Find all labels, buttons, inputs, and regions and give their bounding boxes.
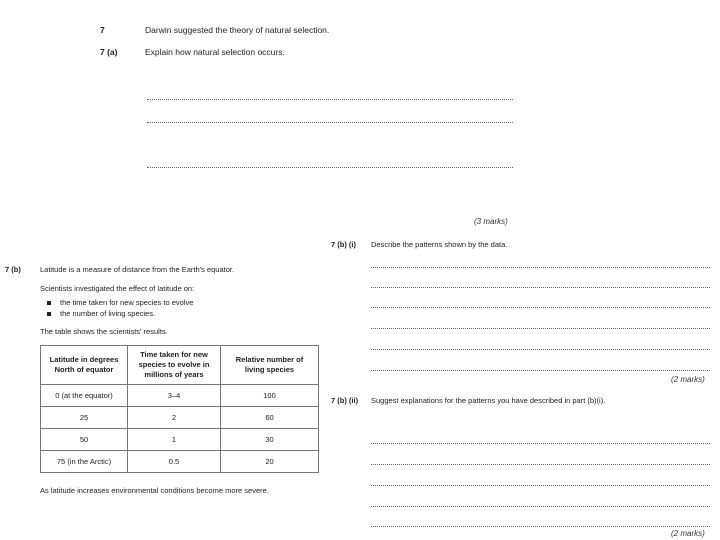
conditions-statement: As latitude increases environmental conditions become more severe.	[40, 486, 269, 495]
list-item: the number of living species.	[46, 308, 193, 319]
table-row	[41, 407, 319, 429]
answer-line[interactable]	[371, 328, 710, 329]
answer-line[interactable]	[147, 167, 513, 168]
cell-latitude: 0 (at the equator)	[41, 385, 128, 407]
answer-line[interactable]	[371, 443, 710, 444]
list-item: the time taken for new species to evolve	[46, 297, 193, 308]
cell-latitude: 25	[41, 407, 128, 429]
cell-latitude: 75 (in the Arctic)	[41, 451, 128, 473]
part-b-i-question: Describe the patterns shown by the data.	[371, 240, 508, 249]
answer-line[interactable]	[147, 122, 513, 123]
part-a-label: 7 (a)	[100, 47, 118, 57]
part-b-ii-label: 7 (b) (ii)	[331, 396, 359, 405]
part-b-i-marks: (2 marks)	[671, 375, 705, 384]
question-number: 7	[100, 25, 105, 35]
answer-line[interactable]	[371, 349, 710, 350]
cell-time: 2	[128, 407, 221, 429]
header-latitude: Latitude in degrees North of equator	[41, 346, 128, 385]
cell-species: 60	[221, 407, 319, 429]
cell-species: 30	[221, 429, 319, 451]
answer-line[interactable]	[371, 370, 710, 371]
header-time-taken: Time taken for new species to evolve in millions of years	[128, 346, 221, 385]
answer-line[interactable]	[371, 287, 710, 288]
part-a-question: Explain how natural selection occurs.	[145, 47, 285, 57]
cell-time: 0.5	[128, 451, 221, 473]
table-row	[41, 451, 319, 473]
answer-line[interactable]	[371, 267, 710, 268]
cell-species: 100	[221, 385, 319, 407]
cell-latitude: 50	[41, 429, 128, 451]
answer-line[interactable]	[371, 307, 710, 308]
part-b-label: 7 (b)	[5, 265, 21, 274]
latitude-definition: Latitude is a measure of distance from the Earth's equator.	[40, 265, 235, 274]
part-b-ii-marks: (2 marks)	[671, 529, 705, 538]
results-table	[40, 345, 319, 473]
part-b-i-label: 7 (b) (i)	[331, 240, 356, 249]
table-intro: The table shows the scientists' results.	[40, 327, 168, 336]
answer-line[interactable]	[371, 506, 710, 507]
question-intro: Darwin suggested the theory of natural selection.	[145, 25, 330, 35]
answer-line[interactable]	[371, 526, 710, 527]
part-a-marks: (3 marks)	[474, 217, 508, 226]
investigation-list	[46, 297, 193, 319]
cell-species: 20	[221, 451, 319, 473]
part-b-ii-question: Suggest explanations for the patterns you have described in part (b)(i).	[371, 396, 606, 405]
answer-line[interactable]	[371, 485, 710, 486]
answer-line[interactable]	[371, 464, 710, 465]
table-header-row	[41, 346, 319, 385]
investigation-intro: Scientists investigated the effect of latitude on:	[40, 284, 195, 293]
cell-time: 3–4	[128, 385, 221, 407]
cell-time: 1	[128, 429, 221, 451]
table-row	[41, 429, 319, 451]
header-relative-number: Relative number of living species	[221, 346, 319, 385]
answer-line[interactable]	[147, 99, 513, 100]
table-row	[41, 385, 319, 407]
